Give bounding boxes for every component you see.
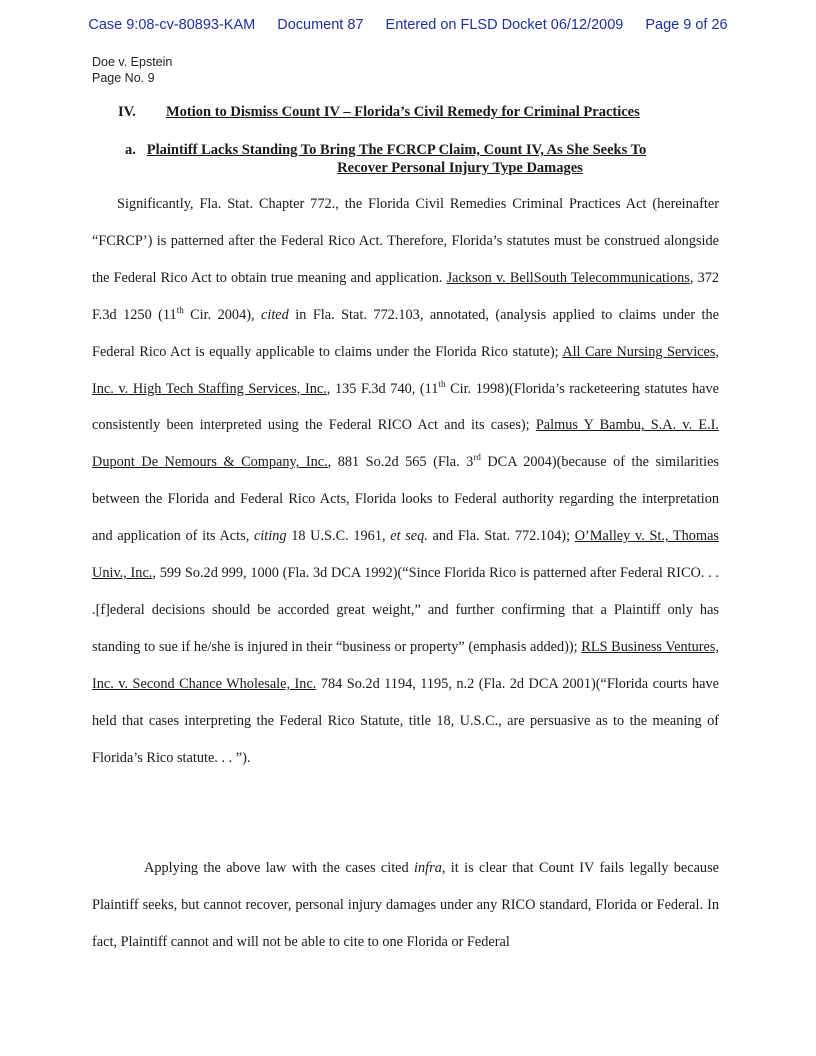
paragraph-1 [92,186,719,777]
subsection-title-line-1: Plaintiff Lacks Standing To Bring The FCRCP Claim, Count IV, As She Seeks To [146,142,647,158]
case-name: Doe v. Epstein [92,55,173,69]
subsection-letter: a. [125,142,136,158]
text-run: , 135 F.3d 740, (11 [326,380,439,397]
text-run: Cir. 1998)(Florida’s racketeering statutes have consistently been interpreted using the Federal RICO Act and its cases); [92,380,719,434]
text-run: DCA 2004)(because of the similarities between the Florida and Federal Rico Acts, Florida looks to Federal authority regarding the interpretation and application of its Acts, [92,454,719,545]
text-run: Applying the above law with the cases cited [144,860,415,876]
text-run: , it is clear that Count IV fails legally because Plaintiff seeks, but cannot recover, personal injury damages under any RICO standard, Florida or Federal. In fact, Plaintiff cannot and will not be able to cite to one Florida or Federal [92,860,719,950]
case-number: Case 9:08-cv-80893-KAM [88,17,256,33]
text-run: , 372 F.3d 1250 (11 [92,269,720,323]
section-number: IV. [118,104,136,120]
signal-word: citing [253,528,287,545]
ordinal-suffix: th [438,378,446,389]
signal-word: infra [414,860,442,876]
signal-word: cited [261,306,289,323]
section-heading [118,104,640,121]
text-run: Cir. 2004), [183,306,262,323]
text-run: and Fla. Stat. 772.104); [427,528,575,545]
text-run: 784 So.2d 1194, 1195, n.2 (Fla. 2d DCA 2001)(“Florida courts have held that cases interpreting the Federal Rico Statute, title 18, U.S.C., are persuasive as to the meaning of Florida’s Rico statute. . . ”). [92,675,719,766]
page-indicator: Page 9 of 26 [645,17,728,33]
docket-entry: Entered on FLSD Docket 06/12/2009 [385,17,624,33]
case-citation: O’Malley v. St., Thomas Univ., Inc. [92,528,719,582]
text-run: , 881 So.2d 565 (Fla. 3 [327,454,474,471]
case-citation: RLS Business Ventures, Inc. v. Second Chance Wholesale, Inc. [92,638,719,692]
text-run: 18 U.S.C. 1961, [286,528,391,545]
text-run: in Fla. Stat. 772.103, annotated, (analysis applied to claims under the Federal Rico Act is equally applicable to claims under the Florida Rico statute); [92,306,719,360]
subsection-heading [125,141,725,177]
text-run: Significantly, Fla. Stat. Chapter 772., the Florida Civil Remedies Criminal Practices Act (hereinafter “FCRCP’) is patterned after the Federal Rico Act. Therefore, Florida’s statutes must be construed alongside the Federal Rico Act to obtain true meaning and application. [92,196,719,286]
paragraph-2 [92,850,719,961]
ordinal-suffix: rd [473,452,481,463]
signal-word: et seq. [390,528,428,545]
ordinal-suffix: th [176,304,184,315]
page-number: Page No. 9 [92,71,155,85]
section-title: Motion to Dismiss Count IV – Florida’s Civil Remedy for Criminal Practices [166,104,640,120]
running-caption [92,54,172,86]
case-citation: Jackson v. BellSouth Telecommunications [446,269,690,286]
subsection-line-1 [125,141,725,159]
subsection-title-line-2: Recover Personal Injury Type Damages [337,160,583,176]
text-run: , 599 So.2d 999, 1000 (Fla. 3d DCA 1992)(“Since Florida Rico is patterned after Federal RICO. . . .[f]ederal decisions should be accorded great weight,” and further confirming that a Plaintiff only has standing to sue if he/she is injured in their “business or property” (emphasis added)); [92,565,719,655]
subsection-line-2 [125,159,725,177]
document-number: Document 87 [277,17,364,33]
case-citation: All Care Nursing Services, Inc. v. High Tech Staffing Services, Inc. [92,343,719,397]
docket-header [0,17,816,33]
case-citation: Palmus Y Bambu, S.A. v. E.I. Dupont De Nemours & Company, Inc. [92,417,719,471]
